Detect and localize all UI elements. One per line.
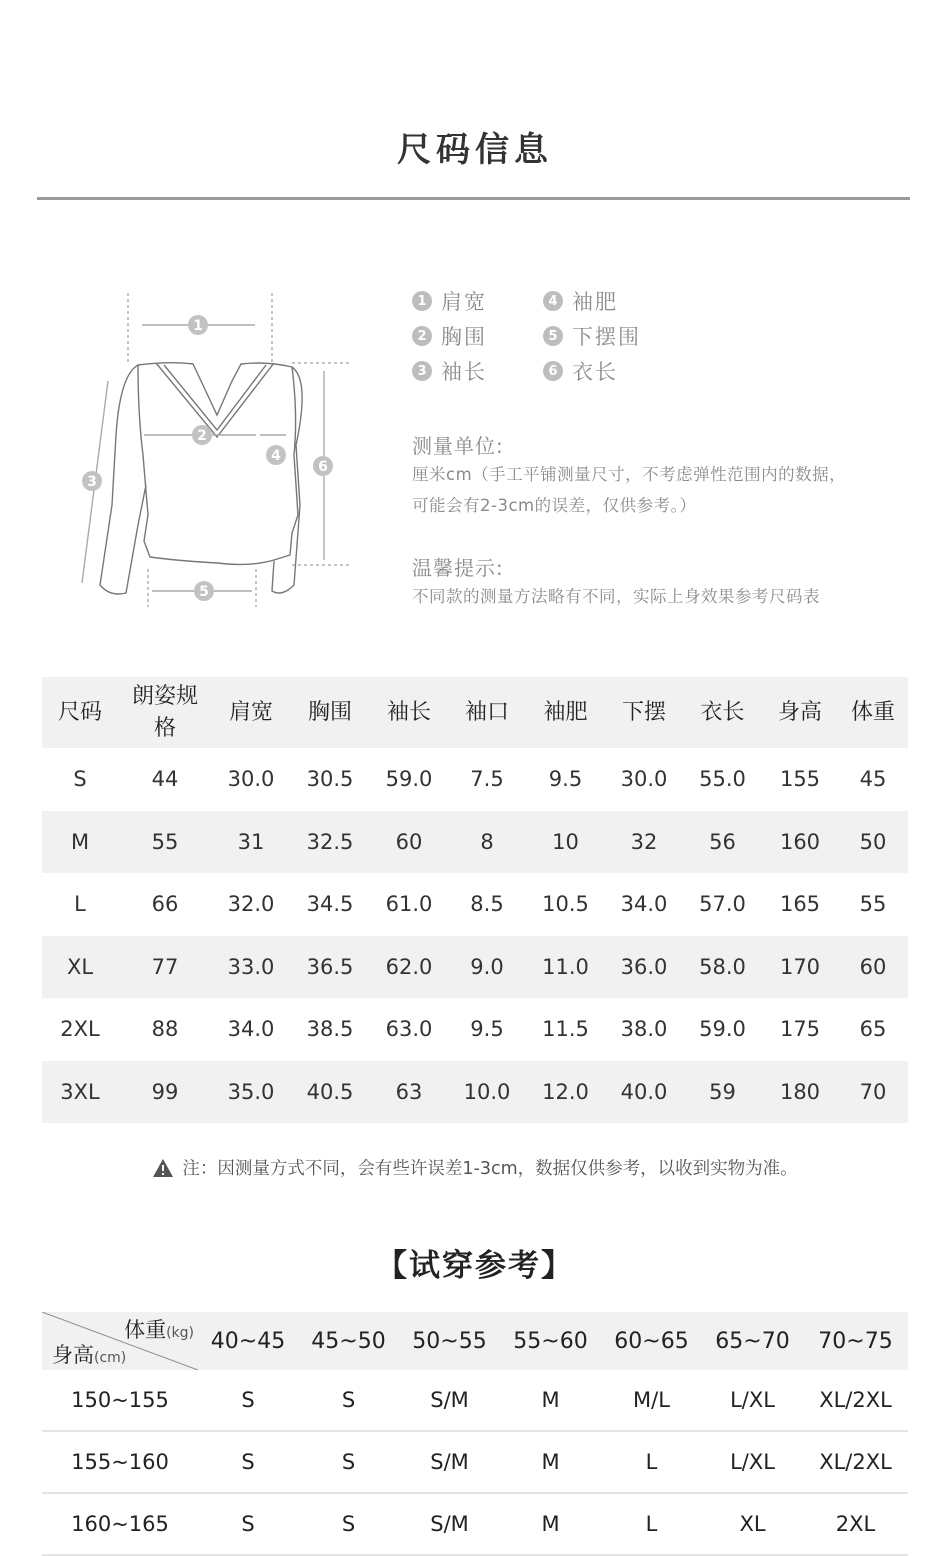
table-cell: 3XL: [42, 1061, 118, 1124]
table-cell: 12.0: [526, 1061, 605, 1124]
recommended-size-cell: 2XL: [803, 1493, 908, 1555]
table-cell: 11.5: [542, 1017, 589, 1042]
column-header: 体重: [838, 677, 908, 748]
table-cell: 45: [859, 767, 887, 792]
table-cell: 77: [118, 936, 212, 999]
sweater-measurement-diagram: [60, 285, 360, 615]
fit-table-header: [42, 1312, 908, 1370]
table-cell: 58.0: [683, 936, 762, 999]
column-header: 袖肥: [526, 677, 605, 748]
table-cell: 56: [683, 811, 762, 874]
weight-range-header: 70~75: [803, 1312, 908, 1370]
legend-label: 下摆围: [572, 325, 641, 349]
table-cell: 44: [151, 767, 179, 792]
recommended-size-cell: XL/2XL: [803, 1370, 908, 1431]
fit-reference-table: [42, 1312, 908, 1556]
fit-reference-title: 【试穿参考】: [376, 1248, 574, 1284]
table-row: [42, 1431, 908, 1493]
table-row: [42, 936, 908, 999]
table-cell: 61.0: [385, 892, 433, 917]
warning-icon: [152, 1158, 174, 1178]
recommended-size-cell: M/L: [601, 1370, 702, 1431]
table-cell: 9.5: [470, 1017, 504, 1042]
marker-label-1: 1: [193, 318, 203, 334]
legend-item: [412, 322, 487, 350]
weight-range-header: 40~45: [198, 1312, 298, 1370]
table-row: [42, 811, 908, 874]
column-header: 下摆: [605, 677, 683, 748]
weight-range-header: 60~65: [601, 1312, 702, 1370]
table-cell: 10.0: [448, 1061, 526, 1124]
number-3-icon: 3: [412, 361, 432, 381]
legend-item: [543, 322, 641, 350]
disclaimer-text: 注：因测量方式不同，会有些许误差1-3cm，数据仅供参考，以收到实物为准。: [182, 1159, 798, 1179]
table-cell: 32.5: [290, 811, 370, 874]
weight-range-header: 45~50: [298, 1312, 399, 1370]
recommended-size-cell: L/XL: [702, 1370, 803, 1431]
weight-range-header: 55~60: [500, 1312, 601, 1370]
marker-label-4: 4: [271, 448, 281, 464]
recommended-size-cell: S: [298, 1431, 399, 1493]
table-cell: 32: [605, 811, 683, 874]
size-table-body: [42, 748, 908, 1123]
table-cell: 38.0: [620, 1017, 668, 1042]
tip-text: 不同款的测量方法略有不同，实际上身效果参考尺码表: [412, 587, 820, 606]
number-2-icon: 2: [412, 326, 432, 346]
recommended-size-cell: XL: [702, 1493, 803, 1555]
table-cell: 11.0: [526, 936, 605, 999]
legend-item: [412, 287, 487, 315]
unit-description: [412, 459, 846, 521]
number-4-icon: 4: [543, 291, 563, 311]
table-cell: 34.0: [620, 892, 668, 917]
table-cell: 10.5: [542, 892, 589, 917]
recommended-size-cell: S/M: [399, 1370, 500, 1431]
height-range-cell: 160~165: [42, 1493, 198, 1555]
table-cell: 33.0: [212, 936, 290, 999]
table-cell: 165: [779, 892, 821, 917]
weight-axis-label: 体重(kg): [124, 1318, 194, 1342]
table-cell: 59: [683, 1061, 762, 1124]
recommended-size-cell: S: [298, 1493, 399, 1555]
table-cell: 10: [526, 811, 605, 874]
column-header: 身高: [762, 677, 838, 748]
unit-heading: 测量单位:: [412, 434, 504, 458]
table-cell: 35.0: [212, 1061, 290, 1124]
legend-item: [543, 357, 618, 385]
marker-label-6: 6: [318, 459, 328, 475]
marker-label-3: 3: [87, 474, 97, 490]
table-row: [42, 873, 908, 936]
column-header: 袖长: [370, 677, 448, 748]
height-axis-label: 身高(cm): [52, 1343, 127, 1367]
table-cell: 8.5: [470, 892, 504, 917]
table-cell: 30.0: [620, 767, 668, 792]
disclaimer: [0, 1155, 950, 1180]
recommended-size-cell: M: [500, 1431, 601, 1493]
legend-label: 袖长: [441, 360, 487, 384]
tip-heading: 温馨提示:: [412, 556, 504, 580]
table-cell: 99: [118, 1061, 212, 1124]
table-cell: 59.0: [699, 1017, 746, 1042]
page-title: 尺码信息: [397, 130, 553, 170]
table-cell: 30.5: [306, 767, 354, 792]
marker-label-5: 5: [199, 584, 209, 600]
weight-range-header: 50~55: [399, 1312, 500, 1370]
column-header: 袖口: [448, 677, 526, 748]
table-cell: 36.0: [605, 936, 683, 999]
weight-range-header: 65~70: [702, 1312, 803, 1370]
unit-line-2: 可能会有2-3cm的误差，仅供参考。）: [412, 496, 697, 515]
column-header: 衣长: [683, 677, 762, 748]
table-cell: 175: [779, 1017, 821, 1042]
table-cell: 57.0: [699, 892, 746, 917]
legend-label: 袖肥: [572, 290, 618, 314]
marker-label-2: 2: [197, 428, 207, 444]
table-row: [42, 1370, 908, 1431]
table-cell: 7.5: [470, 767, 504, 792]
height-range-cell: 155~160: [42, 1431, 198, 1493]
table-cell: 30.0: [227, 767, 275, 792]
table-cell: 60: [370, 811, 448, 874]
column-header: 尺码: [42, 677, 118, 748]
table-cell: XL: [42, 936, 118, 999]
table-cell: 9.0: [448, 936, 526, 999]
table-cell: 31: [212, 811, 290, 874]
table-cell: 9.5: [548, 767, 583, 792]
column-header: 朗姿规格: [118, 677, 212, 748]
recommended-size-cell: S: [198, 1370, 298, 1431]
recommended-size-cell: L: [601, 1431, 702, 1493]
table-cell: 40.5: [290, 1061, 370, 1124]
table-cell: 32.0: [227, 892, 275, 917]
table-cell: 55: [859, 892, 887, 917]
recommended-size-cell: S/M: [399, 1431, 500, 1493]
table-cell: 34.5: [306, 892, 354, 917]
recommended-size-cell: S/M: [399, 1493, 500, 1555]
table-cell: 50: [838, 811, 908, 874]
table-cell: 40.0: [605, 1061, 683, 1124]
recommended-size-cell: S: [198, 1431, 298, 1493]
table-cell: L: [74, 892, 86, 917]
height-range-cell: 150~155: [42, 1370, 198, 1431]
recommended-size-cell: S: [298, 1370, 399, 1431]
legend-label: 胸围: [441, 325, 487, 349]
table-cell: 155: [779, 767, 821, 792]
title-divider: [37, 197, 910, 200]
table-cell: 63.0: [385, 1017, 433, 1042]
table-cell: 60: [838, 936, 908, 999]
table-row: [42, 1061, 908, 1124]
recommended-size-cell: S: [198, 1493, 298, 1555]
table-cell: 59.0: [385, 767, 433, 792]
unit-line-1: 厘米cm（手工平铺测量尺寸，不考虑弹性范围内的数据，: [412, 465, 847, 484]
table-cell: 180: [762, 1061, 838, 1124]
legend-item: [543, 287, 618, 315]
table-row: [42, 998, 908, 1061]
size-table-header: [42, 677, 908, 748]
corner-header: [42, 1312, 198, 1370]
table-cell: S: [73, 767, 87, 792]
table-cell: 34.0: [227, 1017, 275, 1042]
number-1-icon: 1: [412, 291, 432, 311]
column-header: 肩宽: [212, 677, 290, 748]
recommended-size-cell: L: [601, 1493, 702, 1555]
number-6-icon: 6: [543, 361, 563, 381]
table-row: [42, 748, 908, 811]
legend-label: 肩宽: [441, 290, 487, 314]
table-cell: 55: [118, 811, 212, 874]
number-5-icon: 5: [543, 326, 563, 346]
legend-item: [412, 357, 487, 385]
table-cell: 88: [151, 1017, 179, 1042]
recommended-size-cell: M: [500, 1370, 601, 1431]
table-cell: 65: [859, 1017, 887, 1042]
recommended-size-cell: M: [500, 1493, 601, 1555]
table-cell: 63: [370, 1061, 448, 1124]
table-cell: 36.5: [290, 936, 370, 999]
recommended-size-cell: XL/2XL: [803, 1431, 908, 1493]
table-cell: 2XL: [60, 1017, 100, 1042]
table-cell: 62.0: [370, 936, 448, 999]
table-cell: 55.0: [699, 767, 746, 792]
legend-label: 衣长: [572, 360, 618, 384]
table-cell: 8: [448, 811, 526, 874]
fit-table-body: [42, 1370, 908, 1555]
size-table: [42, 677, 908, 1123]
recommended-size-cell: L/XL: [702, 1431, 803, 1493]
table-cell: 170: [762, 936, 838, 999]
table-cell: 38.5: [306, 1017, 354, 1042]
column-header: 胸围: [290, 677, 370, 748]
table-cell: 160: [762, 811, 838, 874]
table-cell: 66: [151, 892, 179, 917]
table-cell: 70: [838, 1061, 908, 1124]
table-cell: M: [42, 811, 118, 874]
